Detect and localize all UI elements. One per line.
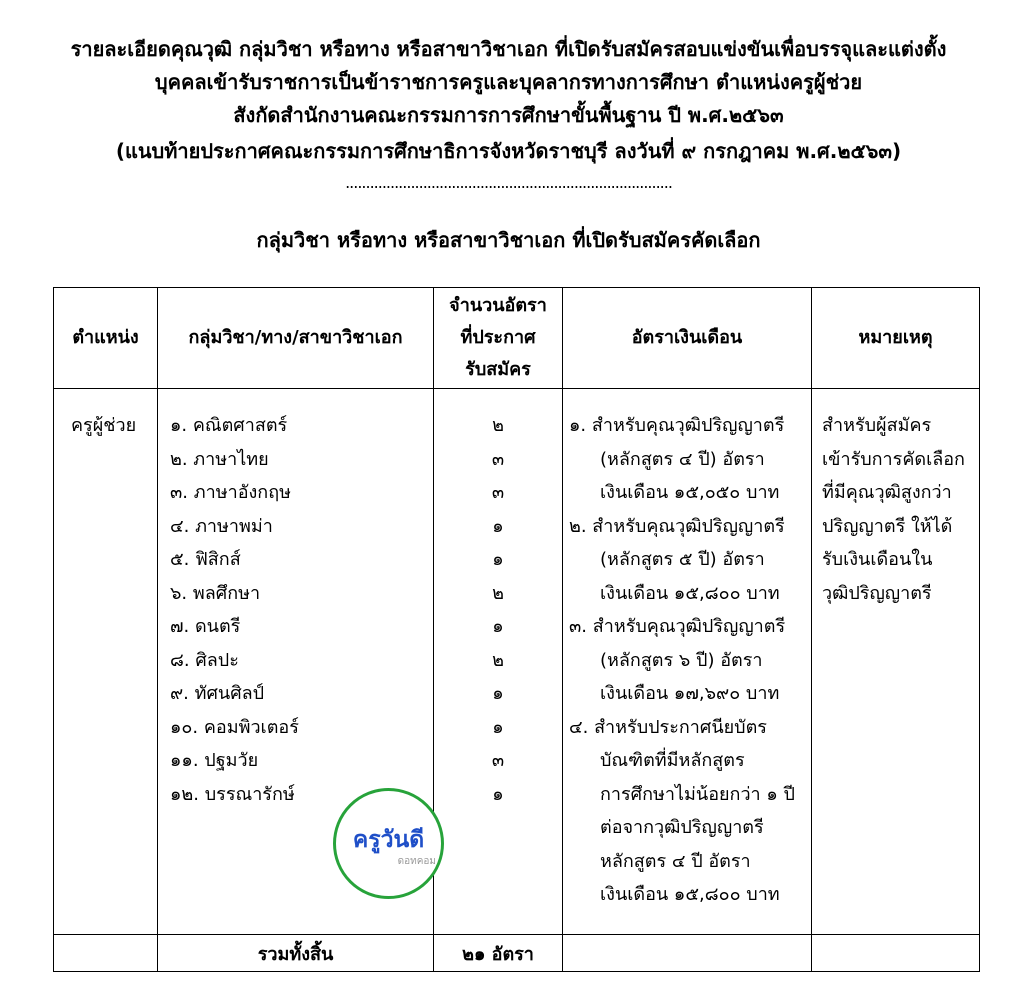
subject-item: ๕. ฟิสิกส์ [170,549,241,570]
remark-line: วุฒิปริญญาตรี [822,582,932,604]
table-subtitle: กลุ่มวิชา หรือทาง หรือสาขาวิชาเอก ที่เปิดรับสมัครคัดเลือก [256,228,761,252]
table-body-row [54,389,980,935]
positions-table [53,287,980,972]
header-salary: อัตราเงินเดือน [563,288,812,389]
salary-line: ๔. สำหรับประกาศนียบัตร [569,716,767,738]
subject-item: ๙. ทัศนศิลป์ [170,683,265,704]
total-empty-cell [54,935,158,972]
remark-list [812,389,979,610]
count-item: ๑ [492,515,504,537]
count-item: ๑ [492,783,504,805]
total-value: ๒๑ อัตรา [434,935,563,972]
salary-line: เงินเดือน ๑๕,๐๕๐ บาท [600,482,780,503]
remark-cell [812,389,980,935]
remark-line: ปริญญาตรี ให้ได้ [822,515,953,537]
remark-line: รับเงินเดือนใน [822,549,933,570]
watermark-logo [333,788,444,899]
subject-list [158,389,433,811]
subject-item: ๑. คณิตศาสตร์ [170,415,288,436]
header-subject: กลุ่มวิชา/ทาง/สาขาวิชาเอก [158,288,434,389]
subject-item: ๑๒. บรรณารักษ์ [170,783,295,805]
salary-line: การศึกษาไม่น้อยกว่า ๑ ปี [600,783,795,805]
salary-line: หลักสูตร ๔ ปี อัตรา [600,850,751,872]
total-empty-cell [563,935,812,972]
count-item: ๓ [491,448,505,470]
subject-item: ๗. ดนตรี [170,616,241,637]
salary-line: ๓. สำหรับคุณวุฒิปริญญาตรี [569,616,786,637]
total-empty-cell [812,935,980,972]
salary-line: ๑. สำหรับคุณวุฒิปริญญาตรี [569,415,785,436]
count-item: ๒ [492,415,504,436]
header-remark: หมายเหตุ [812,288,980,389]
document-title-line-2: บุคคลเข้ารับราชการเป็นข้าราชการครูและบุคลากรทางการศึกษา ตำแหน่งครูผู้ช่วย [154,70,863,94]
subject-item: ๑๐. คอมพิวเตอร์ [170,716,299,738]
remark-line: ที่มีคุณวุฒิสูงกว่า [822,482,952,503]
salary-line: ต่อจากวุฒิปริญญาตรี [600,817,764,838]
table-header-row [54,288,980,389]
salary-line: บัณฑิตที่มีหลักสูตร [600,750,745,771]
header-count-line-2: ที่ประกาศ [460,327,536,348]
salary-list [563,389,811,912]
count-cell [434,389,563,935]
count-item: ๒ [492,582,504,604]
header-count-line-1: จำนวนอัตรา [449,295,547,316]
count-item: ๓ [491,750,505,771]
subject-item: ๓. ภาษาอังกฤษ [170,482,291,503]
salary-line: ๒. สำหรับคุณวุฒิปริญญาตรี [569,515,785,537]
watermark-title: ครูวันดี [352,827,425,853]
count-item: ๑ [492,616,504,637]
count-item: ๑ [492,549,504,570]
table-total-row [54,935,980,972]
position-value: ครูผู้ช่วย [71,415,137,436]
header-position: ตำแหน่ง [54,288,158,389]
header-count-line-3: รับสมัคร [465,359,531,380]
subject-item: ๖. พลศึกษา [170,582,261,604]
salary-line: (หลักสูตร ๖ ปี) อัตรา [600,649,763,671]
count-item: ๓ [491,482,505,503]
subject-item: ๒. ภาษาไทย [170,448,269,470]
subject-item: ๑๑. ปฐมวัย [170,750,259,771]
count-item: ๑ [492,716,504,738]
salary-line: (หลักสูตร ๕ ปี) อัตรา [600,549,765,570]
header-count [434,288,563,389]
remark-line: เข้ารับการคัดเลือก [822,448,965,470]
remark-line: สำหรับผู้สมัคร [822,415,932,436]
dotted-divider: ................................................................................ [345,173,672,192]
total-label: รวมทั้งสิ้น [158,935,434,972]
document-title-line-4: (แนบท้ายประกาศคณะกรรมการศึกษาธิการจังหวัดราชบุรี ลงวันที่ ๙ กรกฎาคม พ.ศ.๒๕๖๓) [115,139,902,163]
subject-item: ๘. ศิลปะ [170,649,239,671]
salary-line: เงินเดือน ๑๗,๖๙๐ บาท [600,683,780,704]
count-item: ๑ [492,683,504,704]
salary-line: เงินเดือน ๑๕,๘๐๐ บาท [600,582,780,604]
count-list [434,389,562,811]
document-title-line-3: สังกัดสำนักงานคณะกรรมการการศึกษาขั้นพื้นฐาน ปี พ.ศ.๒๕๖๓ [233,103,784,127]
document-title-line-1: รายละเอียดคุณวุฒิ กลุ่มวิชา หรือทาง หรือสาขาวิชาเอก ที่เปิดรับสมัครสอบแข่งขันเพื่อบรรจุและแต่งตั้ง [70,37,947,61]
salary-cell [563,389,812,935]
subject-item: ๔. ภาษาพม่า [170,515,273,537]
salary-line: เงินเดือน ๑๕,๘๐๐ บาท [600,884,780,905]
count-item: ๒ [492,649,504,671]
position-cell [54,389,158,935]
salary-line: (หลักสูตร ๔ ปี) อัตรา [600,448,765,470]
watermark-subtitle: ดอทคอม [397,856,436,867]
